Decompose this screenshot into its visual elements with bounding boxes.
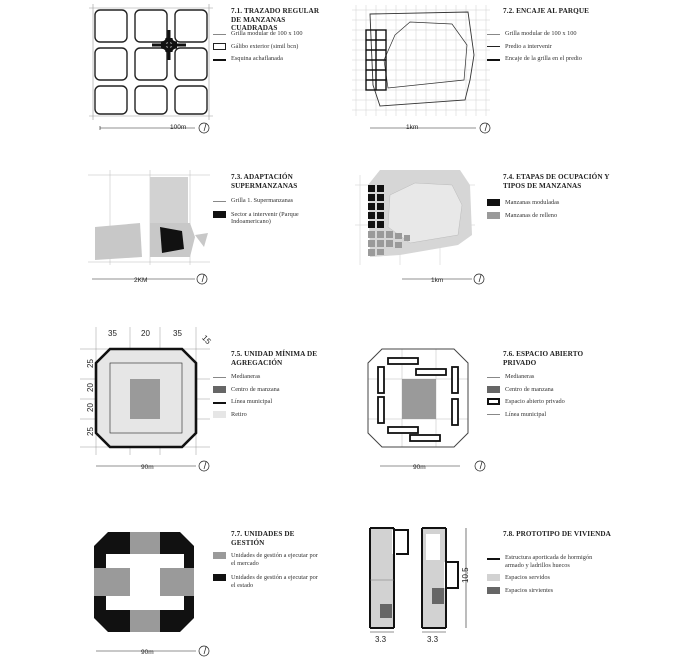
legend: [213, 30, 333, 63]
legend: [213, 373, 333, 418]
north-arrow-icon: [480, 123, 490, 133]
legend: [487, 554, 607, 594]
legend-item: Espacios sirvientes: [487, 587, 607, 595]
plan-7-2-svg: [340, 0, 679, 150]
legend-item: Línea municipal: [213, 398, 333, 406]
legend-item: Unidades de gestión a ejecutar por el mercado: [213, 552, 323, 567]
house-plan-a: [370, 528, 408, 632]
legend: [213, 552, 323, 589]
dim-bottom: 3.3: [375, 635, 387, 644]
scale-label: 90m: [141, 464, 154, 471]
legend-item: Manzanas moduladas: [487, 199, 617, 207]
panel-title: 7.5. UNIDAD MÍNIMA DE AGREGACIÓN: [231, 350, 318, 367]
dim-left: 20: [86, 403, 95, 412]
dim-side: 10.5: [461, 567, 470, 583]
legend-item: Espacios servidos: [487, 574, 607, 582]
dim-left: 25: [86, 427, 95, 436]
legend-item: Predio a intervenir: [487, 43, 627, 51]
legend: [213, 197, 333, 226]
north-arrow-icon: [197, 274, 207, 284]
north-arrow-icon: [199, 123, 209, 133]
legend-item: Encaje de la grilla en el predio: [487, 55, 627, 63]
superblock: [150, 177, 188, 223]
chamfer-highlight: [152, 30, 186, 60]
legend-item: Manzanas de relleno: [487, 212, 617, 220]
north-arrow-icon: [475, 461, 485, 471]
legend-item: Centro de manzana: [213, 386, 333, 394]
panel-title: 7.7. UNIDADES DE GESTIÓN: [231, 530, 295, 547]
legend-item: Sector a intervenir (Parque Indoamericano): [213, 211, 333, 226]
panel-7-3: [0, 165, 340, 315]
north-arrow-icon: [199, 646, 209, 656]
scale-label: 100m: [170, 124, 187, 131]
panel-7-1: [0, 0, 340, 150]
panel-7-2: [340, 0, 679, 150]
legend-item: Grilla 1. Supermanzanas: [213, 197, 333, 205]
panel-title: 7.3. ADAPTACIÓN SUPERMANZANAS: [231, 173, 298, 190]
panel-title: 7.8. PROTOTIPO DE VIVIENDA: [503, 530, 611, 538]
panel-7-7: [0, 510, 340, 661]
panel-title: 7.1. TRAZADO REGULAR DE MANZANAS CUADRADAS: [231, 7, 320, 33]
legend: [487, 373, 617, 418]
dim-top: 35: [173, 329, 182, 338]
legend-item: Grilla modular de 100 x 100: [487, 30, 627, 38]
legend: [487, 30, 627, 63]
park-outline: [384, 22, 467, 88]
legend-item: Centro de manzana: [487, 386, 617, 394]
grid-blocks: [95, 10, 207, 114]
legend-item: Unidades de gestión a ejecutar por el estado: [213, 574, 323, 589]
scale-label: 1km: [431, 277, 444, 284]
legend-item: Grilla modular de 100 x 100: [213, 30, 333, 38]
dim-top: 35: [108, 329, 117, 338]
legend-item: Espacio abierto privado: [487, 398, 617, 406]
scale-label: 90m: [413, 464, 426, 471]
block-center: [130, 379, 160, 419]
legend-item: Medianeras: [213, 373, 333, 381]
legend-item: Estructura aporticada de hormigón armado y ladrillos huecos: [487, 554, 607, 569]
dim-top: 15: [200, 333, 213, 347]
panel-title: 7.4. ETAPAS DE OCUPACIÓN Y TIPOS DE MANZANAS: [503, 173, 610, 190]
legend-item: Línea municipal: [487, 411, 617, 419]
legend: [487, 199, 617, 219]
panel-title: 7.6. ESPACIO ABIERTO PRIVADO: [503, 350, 584, 367]
dim-left: 25: [86, 359, 95, 368]
panel-title: 7.2. ENCAJE AL PARQUE: [503, 7, 590, 15]
legend-item: Medianeras: [487, 373, 617, 381]
house-plan-b: [422, 528, 458, 632]
north-arrow-icon: [474, 274, 484, 284]
legend-item: Esquina achaflanada: [213, 55, 333, 63]
panel-7-4: [340, 165, 679, 315]
dim-bottom: 3.3: [427, 635, 439, 644]
block-center: [402, 379, 436, 419]
panel-7-6: [340, 325, 679, 485]
panel-7-5: [0, 325, 340, 485]
intervention-sector: [160, 227, 184, 253]
grid-fit: [366, 30, 386, 90]
scale-label: 1km: [406, 124, 419, 131]
scale-label: 90m: [141, 649, 154, 656]
dim-top: 20: [141, 329, 150, 338]
legend-item: Retiro: [213, 411, 333, 419]
superblock: [95, 223, 142, 260]
scale-label: 2KM: [134, 277, 148, 284]
dim-left: 20: [86, 383, 95, 392]
legend-item: Gálibo exterior (simil bcn): [213, 43, 333, 51]
north-arrow-icon: [199, 461, 209, 471]
panel-7-8: [340, 510, 679, 661]
